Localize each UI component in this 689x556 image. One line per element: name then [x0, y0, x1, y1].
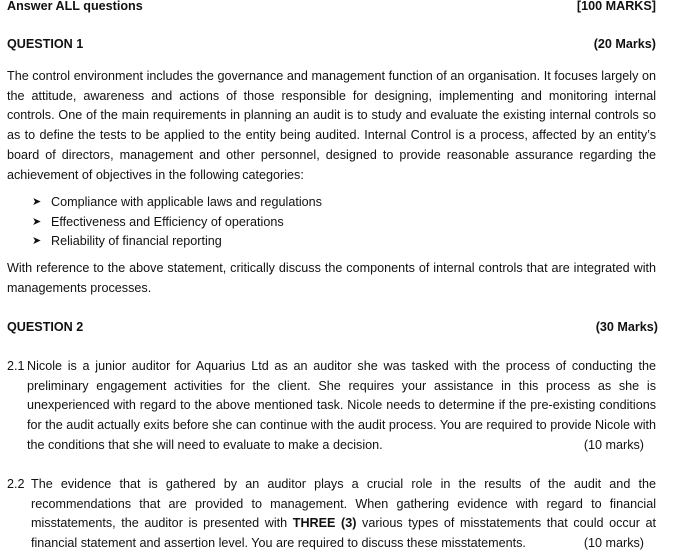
- arrow-bullet-icon: ➤: [32, 196, 42, 208]
- question-1-title: QUESTION 1: [7, 37, 84, 51]
- question-2-2-text: The evidence that is gathered by an auditor plays a crucial role in the results of the audit and the recommendations that are provided to management. When gathering evidence with regard to financial misstatements, the auditor is presented with THREE (3) various types of misstatements that could occur at financial statement and assertion level. You are required to discuss these misstatements. (10 marks): [31, 475, 656, 554]
- question-2-2-marks: (10 marks): [583, 536, 644, 551]
- instruction-text: Answer ALL questions: [7, 0, 143, 13]
- question-1-bullet-list: [32, 193, 322, 252]
- question-2-1-text: Nicole is a junior auditor for Aquarius Ltd as an auditor she was tasked with the process of conducting the preliminary engagement activities for the client. She requires your assistance in this process as she is unexperienced with regard to the above mentioned task. Nicole needs to determine if the pre-existing conditions for the audit actually exits before she can continue with the audit process. You are required to provide Nicole with the conditions that she will need to evaluate to make a decision. (10 marks): [27, 357, 656, 456]
- list-item: ➤ Reliability of financial reporting: [32, 232, 322, 252]
- question-1-marks: (20 Marks): [593, 37, 656, 51]
- question-1-paragraph: The control environment includes the governance and management function of an organisation. It focuses largely on the attitude, awareness and actions of those responsible for designing, implementing and monitoring internal controls. One of the main requirements in planning an audit is to study and evaluate the existing internal controls so as to define the tests to be applied to the entity being audited. Internal Control is a process, affected by an entity’s board of directors, management and other personnel, designed to provide reasonable assurance regarding the achievement of objectives in the following categories:: [7, 69, 656, 182]
- exam-header: [7, 0, 656, 17]
- question-2-2-number: 2.2: [7, 477, 25, 491]
- list-item: ➤ Compliance with applicable laws and regulations: [32, 193, 322, 213]
- emphasis-count: THREE (3): [292, 516, 357, 531]
- list-item: ➤ Effectiveness and Efficiency of operations: [32, 213, 322, 233]
- total-marks: [100 MARKS]: [576, 0, 656, 13]
- question-2-1-number: 2.1: [7, 359, 25, 373]
- question-2-1-marks: (10 marks): [583, 437, 644, 452]
- arrow-bullet-icon: ➤: [32, 215, 42, 228]
- question-2-marks: (30 Marks): [595, 320, 658, 334]
- question-1-heading: [7, 35, 656, 55]
- question-2-title: QUESTION 2: [7, 320, 84, 334]
- arrow-bullet-icon: ➤: [32, 235, 42, 248]
- question-1-task: With reference to the above statement, critically discuss the components of internal controls that are integrated with managements processes.: [7, 261, 656, 295]
- question-2-heading: [7, 318, 658, 338]
